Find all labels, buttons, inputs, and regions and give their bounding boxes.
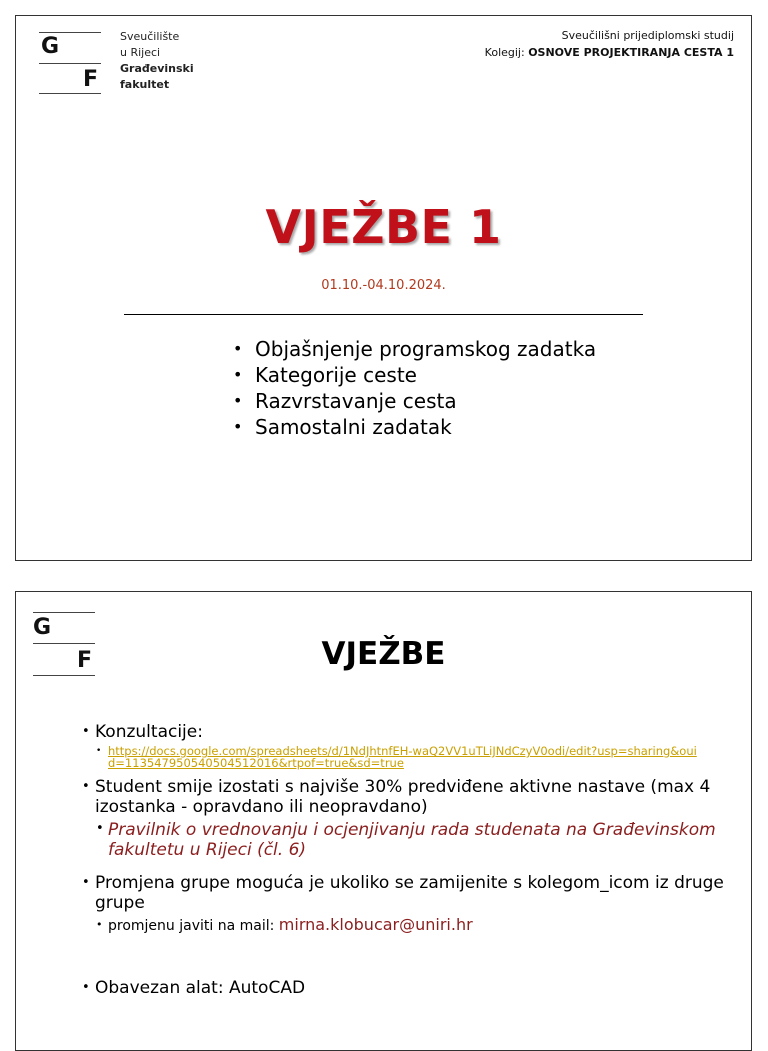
bullet: •: [233, 339, 243, 358]
bullet: •: [233, 365, 243, 384]
logo-letter-f: F: [77, 648, 93, 673]
bullet: •: [96, 821, 104, 836]
consultations-link-item: [96, 745, 742, 770]
gf-logo: [39, 32, 103, 94]
study-program: Sveučilišni prijediplomski studij: [561, 29, 734, 42]
absence-text: Student smije izostati s najviše 30% predviđene aktivne nastave (max 4 izostanka - opravdano ili neopravdano): [95, 777, 711, 817]
list-item: [231, 388, 611, 414]
slide-2: [15, 591, 752, 1051]
faculty-line-2: fakultet: [120, 78, 170, 91]
course-line: [485, 44, 734, 61]
list-item: [231, 362, 611, 388]
topic-text: Samostalni zadatak: [255, 415, 452, 439]
date-range: 01.10.-04.10.2024.: [321, 278, 446, 293]
bullet: •: [233, 391, 243, 410]
slide-content: [82, 722, 742, 998]
slide-1: [15, 15, 752, 561]
bullet: •: [82, 875, 90, 890]
bullet: •: [82, 724, 90, 739]
course-label: Kolegij:: [484, 46, 525, 59]
list-item: [231, 336, 611, 362]
consultations-label: Konzultacije:: [95, 722, 203, 742]
topic-list: [231, 336, 611, 440]
consultations-link[interactable]: https://docs.google.com/spreadsheets/d/1NdJhtnfEH-waQ2VV1uTLiJNdCzyV0odi/edit?usp=sharing&ouid=113547950540504512016&rtpof=true&sd=true: [108, 744, 697, 770]
university-name: [120, 29, 194, 93]
bullet: •: [96, 746, 102, 756]
regulation-item: [96, 820, 742, 860]
tool-item: [82, 978, 742, 998]
logo-letter-g: G: [41, 34, 60, 59]
logo-letter-f: F: [83, 67, 99, 92]
slide-title: VJEŽBE: [321, 636, 446, 672]
university-line-2: u Rijeci: [120, 46, 161, 59]
topic-text: Razvrstavanje cesta: [255, 389, 457, 413]
faculty-line-1: Građevinski: [120, 62, 194, 75]
topic-text: Kategorije ceste: [255, 363, 417, 387]
bullet: •: [82, 980, 90, 995]
consultations-item: [82, 722, 742, 742]
course-name: OSNOVE PROJEKTIRANJA CESTA 1: [528, 46, 734, 59]
bullet: •: [233, 417, 243, 436]
bullet: •: [96, 918, 103, 931]
university-line-1: Sveučilište: [120, 30, 180, 43]
group-change-text: Promjena grupe moguća je ukoliko se zamijenite s kolegom_icom iz druge grupe: [95, 873, 724, 913]
divider: [124, 314, 643, 315]
slide-title: VJEŽBE 1: [265, 200, 502, 254]
course-header: [485, 27, 734, 61]
logo-letter-g: G: [33, 615, 52, 640]
topic-text: Objašnjenje programskog zadatka: [255, 337, 597, 361]
mail-prefix: promjenu javiti na mail:: [108, 918, 275, 934]
regulation-text: Pravilnik o vrednovanju i ocjenjivanju rada studenata na Građevinskom fakultetu u Rijeci (čl. 6): [108, 820, 716, 860]
absence-item: [82, 777, 742, 817]
mail-item: [96, 915, 742, 936]
list-item: [231, 414, 611, 440]
bullet: •: [82, 779, 90, 794]
mail-address[interactable]: mirna.klobucar@uniri.hr: [278, 915, 473, 934]
group-change-item: [82, 873, 742, 913]
tool-text: Obavezan alat: AutoCAD: [95, 978, 306, 998]
